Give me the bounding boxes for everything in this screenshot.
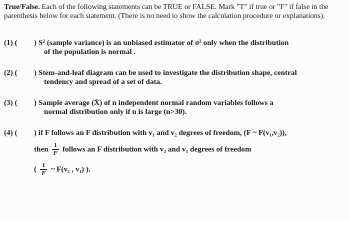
question-line-2 <box>34 142 348 157</box>
question-number[interactable]: (3) ( <box>4 98 18 107</box>
question-text <box>34 68 348 87</box>
question-line-2: of the population is normal . <box>44 47 136 57</box>
question-line-1: ) S² (sample variance) is an unbiased estimator of σ² only when the distribution <box>34 38 289 47</box>
instructions-text: Each of the following statements can be TRUE or FALSE. Mark "T" if true or "F" if false in the parenthesis below for each statement. (There is no need to show the calculation procedure or explanations). <box>4 2 329 21</box>
instructions-lead: True/False. <box>4 2 40 11</box>
question-number[interactable]: (4) ( <box>4 128 18 137</box>
question-line-2-rest: follows an F distribution with v₂ and v₁ degrees of freedom <box>62 144 252 154</box>
fraction-one-over-f <box>40 162 46 177</box>
question-number[interactable]: (1) ( <box>4 38 18 47</box>
question-line-1: ) Stem-and-leaf diagram can be used to investigate the distribution shape, central <box>34 68 297 77</box>
instructions-paragraph <box>4 2 346 20</box>
fraction-numerator: 1 <box>41 162 46 170</box>
question-line-3-rest: ~ F(v₂ , v₁) ). <box>50 164 91 174</box>
question-line-2: normal distribution only if n is large (n>30). <box>44 107 187 117</box>
question-line-2: tendency and spread of a set of data. <box>44 77 162 87</box>
question-number[interactable]: (2) ( <box>4 68 18 77</box>
fraction-denominator: F <box>41 170 46 178</box>
question-text <box>34 98 348 117</box>
question-line-1: ) if F follows an F distribution with v₁ and v₂ degrees of freedom, (F ~ F(v₁,v₂)), <box>34 128 287 137</box>
open-paren: ( <box>34 164 37 174</box>
fraction-one-over-f <box>52 142 58 157</box>
question-line-3 <box>34 162 348 177</box>
fraction-numerator: 1 <box>53 142 58 150</box>
then-word: then <box>34 144 49 154</box>
fraction-denominator: F <box>53 150 58 158</box>
question-line-1: ) Sample average (X̄) of n independent normal random variables follows a <box>34 98 274 107</box>
question-text <box>34 38 348 57</box>
question-text <box>34 128 348 177</box>
